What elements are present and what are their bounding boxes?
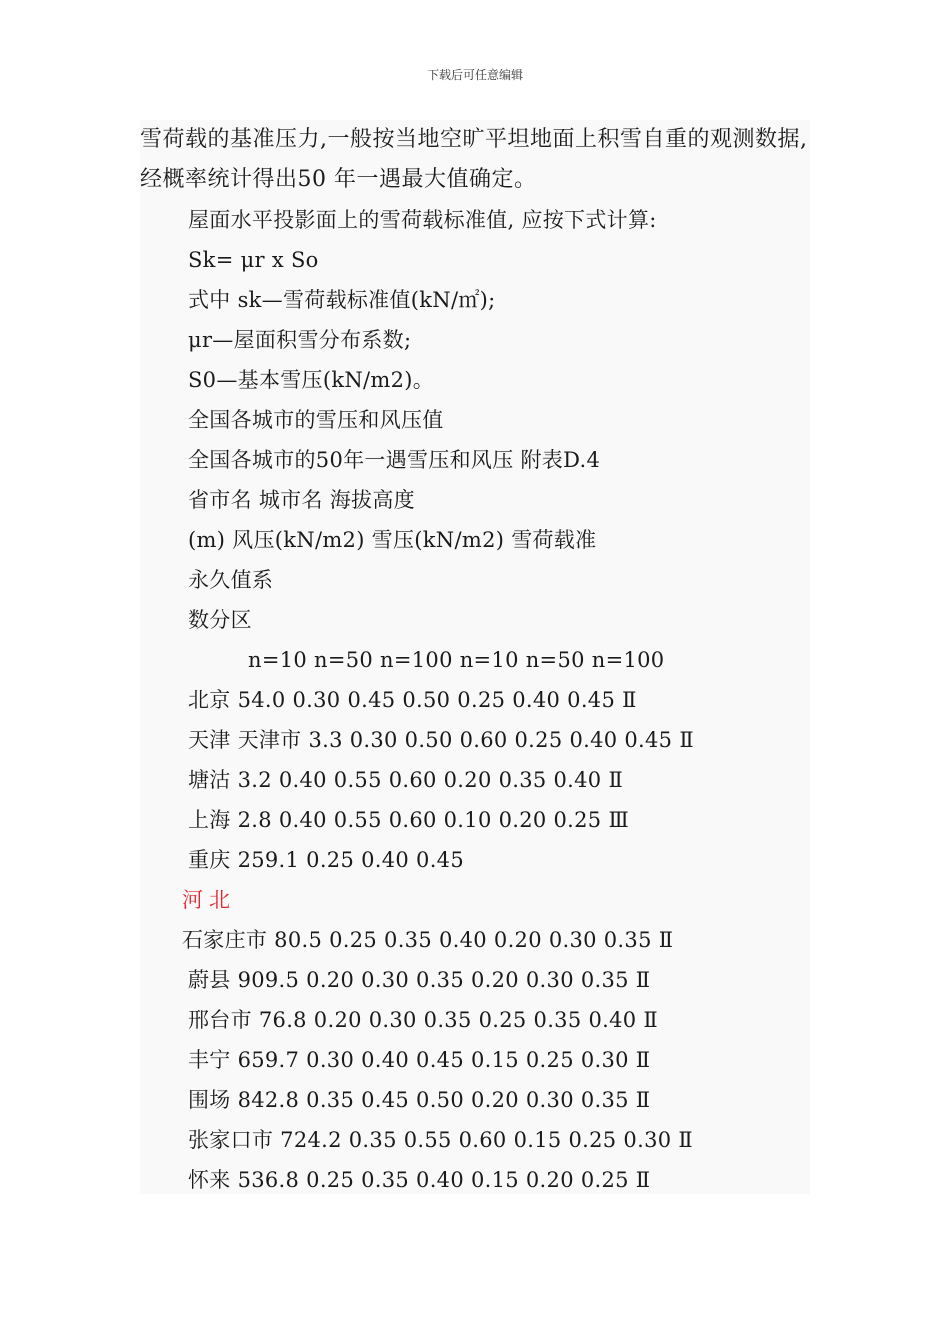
formula-def-sk: 式中 sk—雪荷载标准值(kN/㎡); — [188, 288, 496, 312]
formula-def-s0: S0—基本雪压(kN/m2)。 — [188, 368, 435, 392]
table-row: 围场 842.8 0.35 0.45 0.50 0.20 0.30 0.35 Ⅱ — [188, 1088, 651, 1112]
table-row: 北京 54.0 0.30 0.45 0.50 0.25 0.40 0.45 Ⅱ — [188, 688, 637, 712]
table-row: 丰宁 659.7 0.30 0.40 0.45 0.15 0.25 0.30 Ⅱ — [188, 1048, 651, 1072]
table-header-4: 数分区 — [188, 608, 252, 632]
table-row: 塘沽 3.2 0.40 0.55 0.60 0.20 0.35 0.40 Ⅱ — [188, 768, 624, 792]
province-heading: 河北 — [182, 888, 236, 912]
table-row: 张家口市 724.2 0.35 0.55 0.60 0.15 0.25 0.30 Ⅱ — [188, 1128, 693, 1152]
table-row: 蔚县 909.5 0.20 0.30 0.35 0.20 0.30 0.35 Ⅱ — [188, 968, 651, 992]
formula-intro: 屋面水平投影面上的雪荷载标准值, 应按下式计算: — [188, 208, 657, 232]
table-header-1: 省市名 城市名 海拔高度 — [188, 488, 415, 512]
table-row: 怀来 536.8 0.25 0.35 0.40 0.15 0.20 0.25 Ⅱ — [188, 1168, 651, 1192]
page-header: 下载后可任意编辑 — [426, 68, 523, 82]
table-header-2: (m) 风压(kN/m2) 雪压(kN/m2) 雪荷载准 — [188, 528, 597, 552]
table-row: 天津 天津市 3.3 0.30 0.50 0.60 0.25 0.40 0.45 Ⅱ — [188, 728, 694, 752]
formula-def-mu: μr—屋面积雪分布系数; — [188, 328, 412, 352]
intro-paragraph: 雪荷载的基准压力,一般按当地空旷平坦地面上积雪自重的观测数据, 经概率统计得出50 年一遇最大值确定。 — [140, 127, 808, 192]
table-row: 邢台市 76.8 0.20 0.30 0.35 0.25 0.35 0.40 Ⅱ — [188, 1008, 658, 1032]
table-row: 重庆 259.1 0.25 0.40 0.45 — [188, 848, 464, 872]
table-title: 全国各城市的50年一遇雪压和风压 附表D.4 — [188, 448, 601, 472]
table-row: 石家庄市 80.5 0.25 0.35 0.40 0.20 0.30 0.35 Ⅱ — [182, 928, 674, 952]
table-header-n: n=10 n=50 n=100 n=10 n=50 n=100 — [248, 648, 665, 672]
text-lines — [182, 200, 828, 1200]
formula: Sk= μr x So — [188, 248, 319, 272]
table-row: 上海 2.8 0.40 0.55 0.60 0.10 0.20 0.25 Ⅲ — [188, 808, 629, 832]
table-header-3: 永久值系 — [188, 568, 274, 592]
section-title: 全国各城市的雪压和风压值 — [188, 408, 444, 432]
document-body — [140, 120, 810, 1194]
